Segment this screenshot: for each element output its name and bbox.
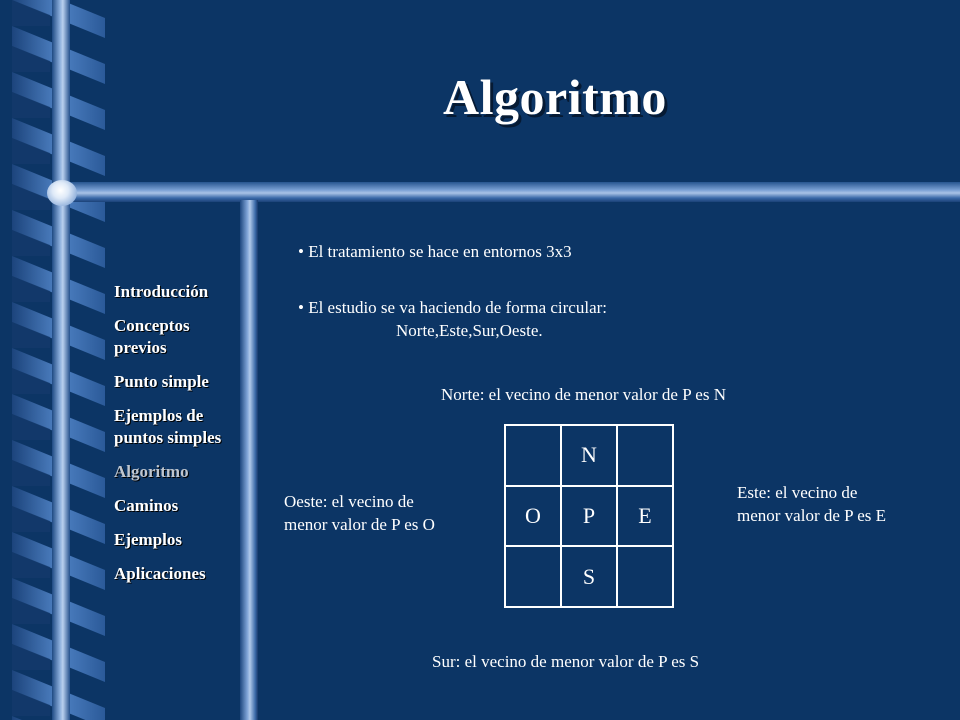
neighborhood-grid bbox=[504, 424, 674, 608]
grid-cell-se bbox=[617, 546, 673, 607]
bullet-estudio-order: Norte,Este,Sur,Oeste. bbox=[396, 321, 543, 340]
label-oeste-line1: Oeste: el vecino de bbox=[284, 492, 414, 511]
bar-joint-knob bbox=[47, 180, 77, 206]
label-este-line2: menor valor de P es E bbox=[737, 506, 887, 525]
nav-item-ejemplos-puntos-simples[interactable]: Ejemplos de puntos simples bbox=[114, 406, 222, 447]
label-oeste-line2: menor valor de P es O bbox=[284, 515, 435, 534]
vertical-bar bbox=[240, 200, 258, 720]
grid-cell-e: E bbox=[617, 486, 673, 547]
nav-item-algoritmo[interactable]: Algoritmo bbox=[114, 462, 189, 481]
nav-item-ejemplos[interactable]: Ejemplos bbox=[114, 530, 182, 549]
grid-cell-center: P bbox=[561, 486, 617, 547]
nav-item-conceptos-previos[interactable]: Conceptos previos bbox=[114, 316, 190, 357]
slide-navigation bbox=[114, 281, 239, 597]
slide-title: Algoritmo bbox=[443, 69, 667, 125]
label-este-line1: Este: el vecino de bbox=[737, 483, 858, 502]
label-sur: Sur: el vecino de menor valor de P es S bbox=[432, 652, 700, 671]
grid-cell-n: N bbox=[561, 425, 617, 486]
nav-item-aplicaciones[interactable]: Aplicaciones bbox=[114, 564, 206, 583]
horizontal-bar bbox=[60, 182, 960, 202]
bullet-estudio: • El estudio se va haciendo de forma circular: bbox=[298, 297, 607, 319]
nav-item-caminos[interactable]: Caminos bbox=[114, 496, 179, 515]
nav-item-introduccion[interactable]: Introducción bbox=[114, 282, 209, 301]
grid-cell-ne bbox=[617, 425, 673, 486]
grid-cell-w: O bbox=[505, 486, 561, 547]
grid-cell-sw bbox=[505, 546, 561, 607]
grid-cell-nw bbox=[505, 425, 561, 486]
label-norte: Norte: el vecino de menor valor de P es N bbox=[441, 385, 726, 404]
nav-item-punto-simple[interactable]: Punto simple bbox=[114, 372, 209, 391]
grid-cell-s: S bbox=[561, 546, 617, 607]
bullet-entornos: • El tratamiento se hace en entornos 3x3 bbox=[298, 241, 572, 263]
